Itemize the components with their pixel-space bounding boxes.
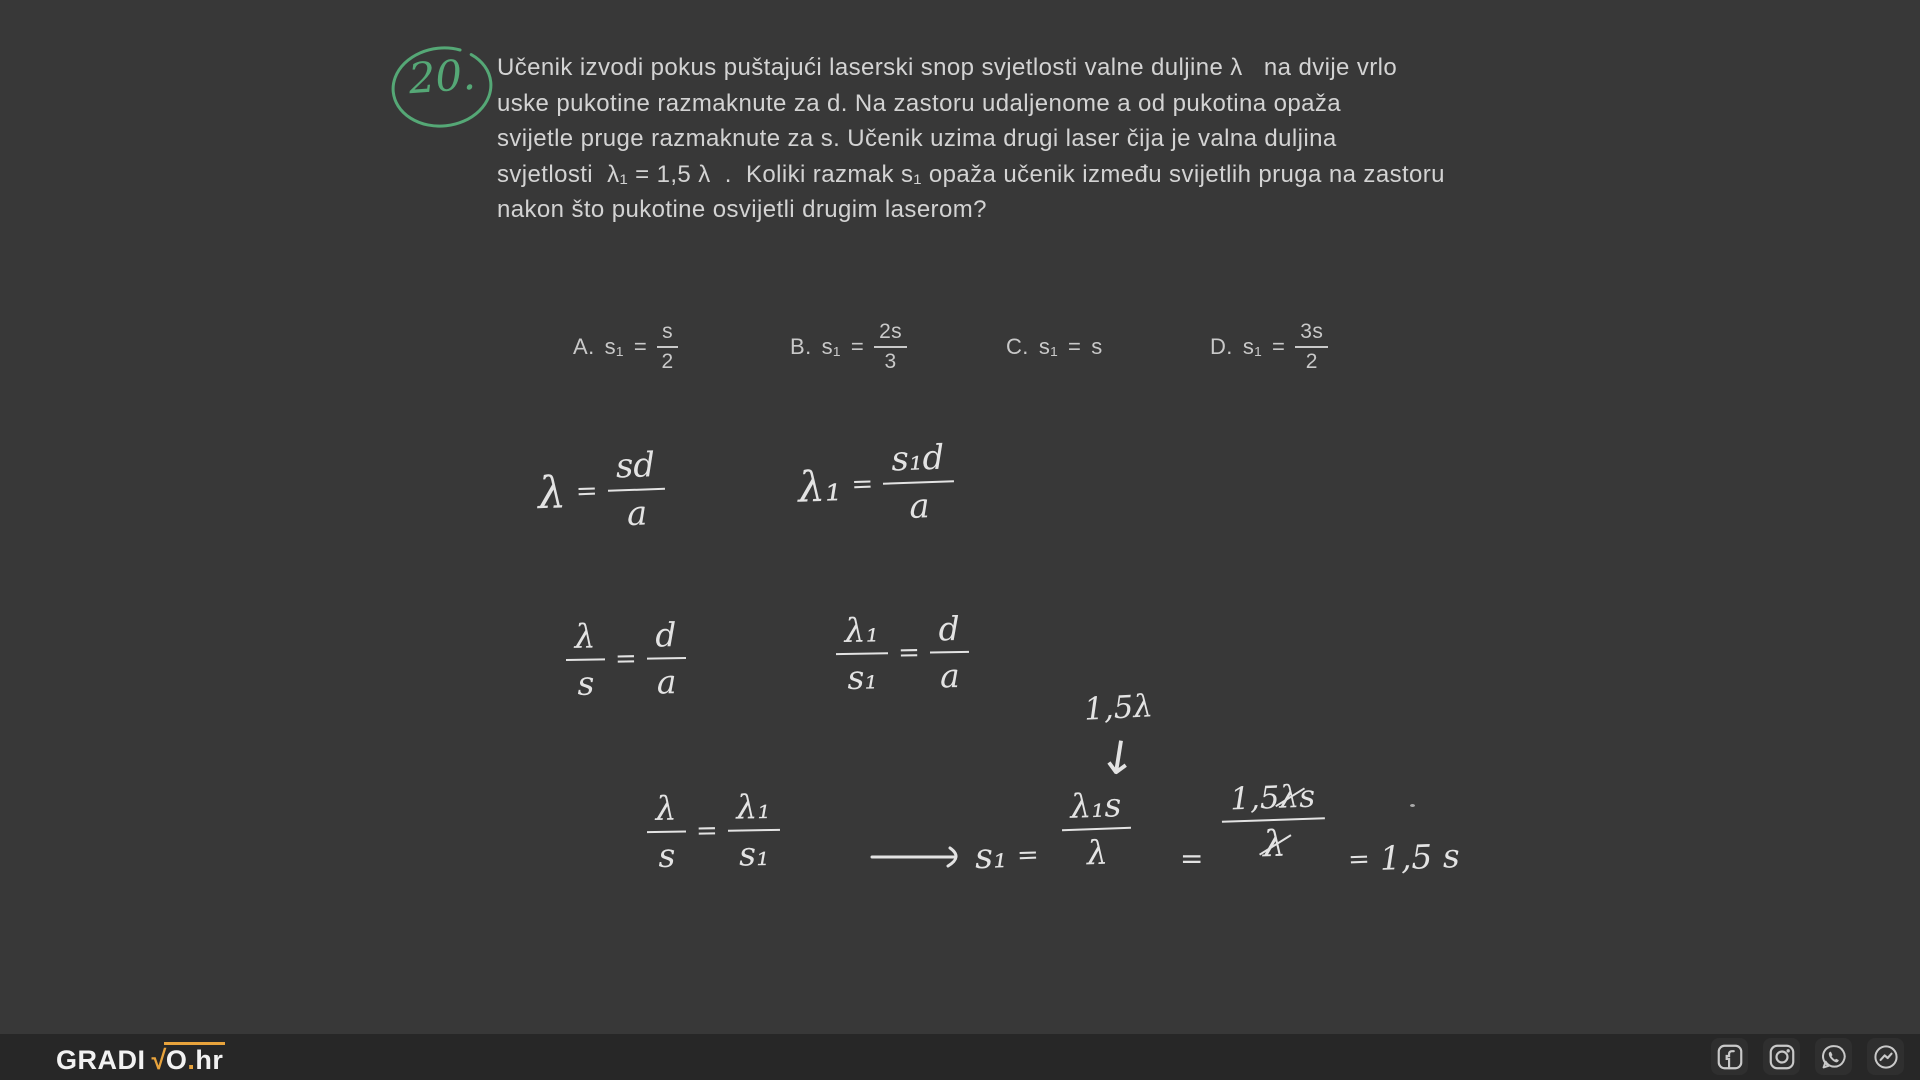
s1-symbol: s₁ <box>974 836 1008 878</box>
equals-sign <box>1180 842 1203 875</box>
option-label: B. <box>790 334 812 359</box>
fraction-denominator <box>1262 821 1286 866</box>
option-label: A. <box>573 334 595 359</box>
equals-sign: = <box>1272 334 1286 359</box>
question-line: Učenik izvodi pokus puštajući laserski snop svjetlosti valne duljine λ na dvije vrlo <box>497 54 1398 81</box>
fraction <box>882 437 956 527</box>
option-variable: s₁ <box>604 334 624 359</box>
fraction <box>1061 785 1133 873</box>
cancelled-lambda: λ <box>1278 779 1300 816</box>
logo-text: hr <box>195 1045 224 1075</box>
equation-proportion <box>646 787 780 875</box>
equals-sign: = <box>1180 842 1204 875</box>
fraction-numerator: 3s <box>1295 320 1328 348</box>
question-line: svijetle pruge razmaknute za s. Učenik uzima drugi laser čija je valna duljina <box>497 125 1337 152</box>
logo-text: GRADI <box>56 1045 146 1075</box>
fraction-numerator: λ <box>565 616 605 661</box>
fraction-numerator: s₁d <box>882 437 954 484</box>
question-line: nakon što pukotine osvijetli drugim laserom? <box>497 196 987 223</box>
social-icons <box>1711 1038 1904 1075</box>
equals-sign: = <box>1068 334 1082 359</box>
stray-mark <box>1410 804 1415 807</box>
fraction-numerator: λ₁ <box>727 787 780 832</box>
facebook-icon[interactable] <box>1711 1038 1748 1075</box>
fraction-denominator: s <box>577 663 595 703</box>
fraction-denominator: 2 <box>1305 350 1318 373</box>
option-fraction <box>874 320 907 374</box>
implies-arrow-icon <box>868 843 972 876</box>
coefficient: 1,5 <box>1229 779 1281 818</box>
s-symbol: s <box>1298 778 1316 816</box>
gradivo-logo <box>56 1042 225 1075</box>
lambda1-symbol: λ₁ <box>797 460 843 512</box>
equals-sign: = <box>633 334 648 359</box>
substitution-note <box>1083 688 1154 728</box>
equals-sign: = <box>1016 840 1040 871</box>
option-label: D. <box>1210 334 1233 359</box>
fraction-denominator: a <box>656 662 677 702</box>
equals-sign: = <box>897 637 921 669</box>
fraction <box>1221 778 1327 867</box>
option-variable: s₁ <box>821 334 841 359</box>
result-lhs <box>974 835 1049 878</box>
fraction-denominator: s₁ <box>738 834 770 874</box>
option-c <box>1006 315 1103 379</box>
fraction-denominator: s₁ <box>847 657 878 697</box>
fraction-denominator: s <box>658 835 676 875</box>
equation-lambda <box>537 445 667 537</box>
option-b <box>790 315 907 379</box>
lambda-symbol: λ <box>537 466 567 519</box>
fraction-denominator: a <box>626 493 648 535</box>
equals-sign: = <box>1347 843 1371 875</box>
equation-ratio-lambda <box>565 615 686 703</box>
fraction <box>646 615 687 702</box>
fraction-numerator: s <box>657 320 678 348</box>
option-variable: s₁ <box>1038 334 1059 359</box>
radical-icon: √ <box>151 1045 167 1075</box>
equals-sign: = <box>575 476 599 507</box>
fraction <box>646 788 686 875</box>
equation-lambda1 <box>797 437 956 530</box>
messenger-icon[interactable] <box>1867 1038 1904 1075</box>
fraction <box>727 787 781 874</box>
cancelled-lambda: λ <box>1262 823 1287 866</box>
footer-bar <box>0 1034 1920 1080</box>
fraction <box>929 609 970 696</box>
equation-ratio-lambda1 <box>835 609 970 697</box>
fraction-cancelled <box>1221 778 1327 867</box>
down-arrow-icon: ↓ <box>1095 728 1142 788</box>
fraction-numerator: d <box>929 609 969 654</box>
logo-dot: . <box>187 1045 196 1075</box>
option-a <box>573 315 678 379</box>
option-variable: s₁ <box>1242 334 1263 359</box>
question-line: uske pukotine razmaknute za d. Na zastoru udaljenome a od pukotina opaža <box>497 89 1341 117</box>
equals-sign: = <box>614 643 637 675</box>
logo-radical-group <box>164 1042 226 1075</box>
fraction-numerator: sd <box>606 445 665 492</box>
fraction-numerator: d <box>646 615 686 660</box>
equals-sign: = <box>850 334 865 359</box>
whatsapp-icon[interactable] <box>1815 1038 1852 1075</box>
question-number: 20. <box>406 49 478 104</box>
fraction <box>835 610 889 697</box>
fraction-denominator: 3 <box>884 350 897 373</box>
question-text <box>497 50 1445 228</box>
option-d <box>1210 315 1328 379</box>
question-line: svjetlosti λ₁ = 1,5 λ . Koliki razmak s₁ opaža učenik između svijetlih pruga na zastoru <box>497 160 1445 188</box>
equals-sign: = <box>695 815 718 847</box>
option-fraction <box>1295 320 1328 374</box>
logo-text: O <box>165 1045 188 1075</box>
fraction-denominator: λ <box>1086 832 1109 873</box>
instagram-icon[interactable] <box>1763 1038 1800 1075</box>
fraction-denominator: 2 <box>661 350 674 373</box>
result-value: 1,5 s <box>1379 836 1461 878</box>
fraction <box>565 616 605 703</box>
fraction-numerator <box>1221 778 1325 823</box>
option-label: C. <box>1006 334 1029 359</box>
fraction-lambda1s-lambda <box>1061 785 1133 873</box>
fraction-numerator: λ₁s <box>1061 785 1132 831</box>
fraction-numerator: 2s <box>874 320 907 348</box>
fraction-denominator: a <box>908 486 931 527</box>
substitution-value: 1,5λ <box>1083 688 1154 728</box>
final-result <box>1347 836 1460 879</box>
option-fraction <box>657 320 678 374</box>
fraction-denominator: a <box>939 656 961 696</box>
fraction-numerator: λ <box>646 788 686 833</box>
fraction <box>606 445 666 535</box>
option-value: s <box>1091 334 1103 359</box>
fraction-numerator: λ₁ <box>835 610 888 655</box>
equals-sign: = <box>850 469 874 500</box>
